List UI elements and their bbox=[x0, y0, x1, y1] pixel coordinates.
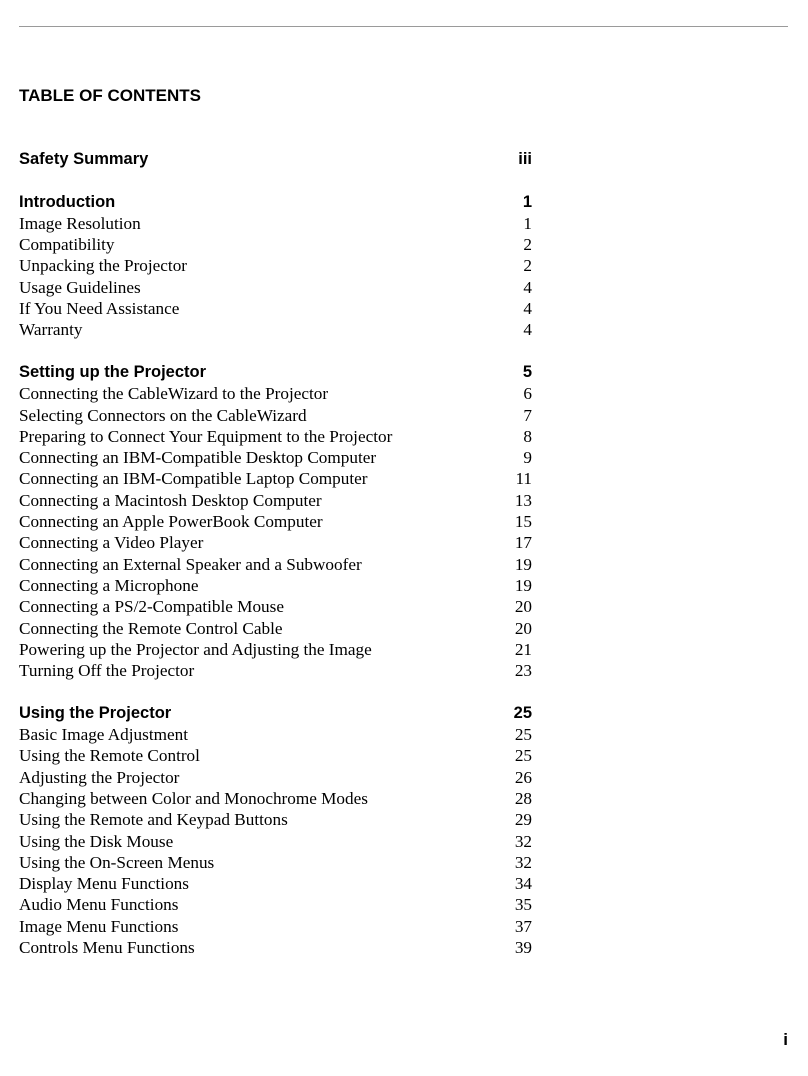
toc-entry[interactable] bbox=[19, 788, 532, 809]
section-title: Using the Projector bbox=[19, 703, 172, 722]
entry-title: Warranty bbox=[19, 320, 83, 340]
section-title: Introduction bbox=[19, 192, 116, 211]
toc-entry[interactable] bbox=[19, 277, 532, 298]
entry-title: Connecting an IBM-Compatible Laptop Computer bbox=[19, 469, 368, 489]
toc-entry[interactable] bbox=[19, 319, 532, 340]
entry-page-number: 35 bbox=[514, 895, 532, 915]
toc-entry[interactable] bbox=[19, 639, 532, 660]
page-title: TABLE OF CONTENTS bbox=[19, 86, 201, 105]
entry-page-number: 25 bbox=[514, 746, 532, 766]
toc-entry[interactable] bbox=[19, 916, 532, 937]
toc-entry[interactable] bbox=[19, 532, 532, 553]
entry-title: Using the On-Screen Menus bbox=[19, 852, 215, 872]
toc-entry[interactable] bbox=[19, 809, 532, 830]
entry-title: Image Resolution bbox=[19, 213, 141, 233]
toc-section-heading[interactable] bbox=[19, 149, 532, 170]
entry-title: Changing between Color and Monochrome Modes bbox=[19, 788, 368, 808]
toc-entry[interactable] bbox=[19, 255, 532, 276]
toc-entry[interactable] bbox=[19, 213, 532, 234]
toc-entry[interactable] bbox=[19, 831, 532, 852]
toc-entry[interactable] bbox=[19, 405, 532, 426]
entry-page-number: 15 bbox=[514, 512, 532, 532]
toc-entry[interactable] bbox=[19, 511, 532, 532]
entry-title: Display Menu Functions bbox=[19, 874, 189, 894]
entry-title: Controls Menu Functions bbox=[19, 937, 195, 957]
toc-entry[interactable] bbox=[19, 745, 532, 766]
toc-entry[interactable] bbox=[19, 596, 532, 617]
entry-page-number: 26 bbox=[514, 767, 532, 787]
entry-title: Compatibility bbox=[19, 235, 115, 255]
entry-page-number: 4 bbox=[523, 277, 532, 297]
entry-title: Turning Off the Projector bbox=[19, 661, 195, 681]
toc-section-heading[interactable] bbox=[19, 192, 532, 213]
entry-title: Connecting the CableWizard to the Projector bbox=[19, 384, 329, 404]
entry-title: Connecting a Microphone bbox=[19, 575, 199, 595]
section-title: Setting up the Projector bbox=[19, 362, 207, 381]
table-of-contents bbox=[19, 149, 532, 958]
toc-entry[interactable] bbox=[19, 234, 532, 255]
toc-entry[interactable] bbox=[19, 575, 532, 596]
toc-entry[interactable] bbox=[19, 852, 532, 873]
entry-title: If You Need Assistance bbox=[19, 299, 180, 319]
entry-title: Unpacking the Projector bbox=[19, 256, 188, 276]
entry-page-number: 32 bbox=[514, 852, 532, 872]
entry-page-number: 4 bbox=[523, 299, 532, 319]
toc-section-heading[interactable] bbox=[19, 362, 532, 383]
entry-title: Connecting a Video Player bbox=[19, 533, 204, 553]
entry-title: Preparing to Connect Your Equipment to the Projector bbox=[19, 426, 393, 446]
toc-entry[interactable] bbox=[19, 298, 532, 319]
entry-title: Using the Remote and Keypad Buttons bbox=[19, 810, 288, 830]
toc-entry[interactable] bbox=[19, 426, 532, 447]
entry-page-number: 4 bbox=[523, 320, 532, 340]
entry-page-number: 37 bbox=[514, 916, 532, 936]
section-title: Safety Summary bbox=[19, 150, 149, 168]
entry-page-number: 17 bbox=[514, 533, 532, 553]
entry-title: Image Menu Functions bbox=[19, 916, 179, 936]
entry-title: Connecting the Remote Control Cable bbox=[19, 618, 283, 638]
toc-entry[interactable] bbox=[19, 383, 532, 404]
entry-page-number: 7 bbox=[523, 405, 532, 425]
entry-title: Selecting Connectors on the CableWizard bbox=[19, 405, 307, 425]
entry-page-number: 20 bbox=[514, 597, 532, 617]
toc-entry[interactable] bbox=[19, 468, 532, 489]
entry-title: Connecting an IBM-Compatible Desktop Computer bbox=[19, 448, 377, 468]
toc-entry[interactable] bbox=[19, 724, 532, 745]
entry-title: Connecting an External Speaker and a Subwoofer bbox=[19, 554, 362, 574]
toc-entry[interactable] bbox=[19, 447, 532, 468]
toc-entry[interactable] bbox=[19, 873, 532, 894]
toc-section-heading[interactable] bbox=[19, 703, 532, 724]
section-page-number: 5 bbox=[522, 362, 532, 381]
section-page-number: 1 bbox=[522, 192, 532, 211]
entry-title: Usage Guidelines bbox=[19, 277, 141, 297]
toc-entry[interactable] bbox=[19, 660, 532, 681]
section-page-number: iii bbox=[518, 150, 532, 168]
entry-page-number: 2 bbox=[523, 256, 532, 276]
entry-page-number: 21 bbox=[514, 639, 532, 659]
top-divider bbox=[19, 26, 788, 27]
toc-entry[interactable] bbox=[19, 554, 532, 575]
entry-title: Audio Menu Functions bbox=[19, 895, 179, 915]
entry-page-number: 1 bbox=[523, 213, 532, 233]
entry-page-number: 19 bbox=[514, 554, 532, 574]
entry-title: Basic Image Adjustment bbox=[19, 725, 188, 745]
entry-page-number: 29 bbox=[514, 810, 532, 830]
entry-title: Connecting a PS/2-Compatible Mouse bbox=[19, 597, 284, 617]
entry-page-number: 25 bbox=[514, 725, 532, 745]
footer-page-number: i bbox=[783, 1030, 788, 1049]
section-page-number: 25 bbox=[513, 703, 532, 722]
entry-page-number: 39 bbox=[514, 937, 532, 957]
entry-page-number: 20 bbox=[514, 618, 532, 638]
entry-title: Connecting a Macintosh Desktop Computer bbox=[19, 490, 322, 510]
toc-entry[interactable] bbox=[19, 894, 532, 915]
entry-page-number: 23 bbox=[514, 661, 532, 681]
entry-title: Connecting an Apple PowerBook Computer bbox=[19, 512, 323, 532]
entry-page-number: 28 bbox=[514, 788, 532, 808]
entry-page-number: 8 bbox=[523, 426, 532, 446]
entry-title: Using the Disk Mouse bbox=[19, 831, 174, 851]
toc-entry[interactable] bbox=[19, 618, 532, 639]
entry-title: Powering up the Projector and Adjusting the Image bbox=[19, 639, 372, 659]
toc-entry[interactable] bbox=[19, 767, 532, 788]
entry-title: Using the Remote Control bbox=[19, 746, 200, 766]
entry-page-number: 2 bbox=[523, 235, 532, 255]
entry-page-number: 9 bbox=[523, 448, 532, 468]
toc-entry[interactable] bbox=[19, 490, 532, 511]
entry-page-number: 11 bbox=[515, 469, 532, 489]
entry-page-number: 34 bbox=[514, 874, 532, 894]
entry-page-number: 19 bbox=[514, 575, 532, 595]
entry-page-number: 6 bbox=[523, 384, 532, 404]
entry-page-number: 13 bbox=[514, 490, 532, 510]
toc-entry[interactable] bbox=[19, 937, 532, 958]
entry-page-number: 32 bbox=[514, 831, 532, 851]
entry-title: Adjusting the Projector bbox=[19, 767, 180, 787]
